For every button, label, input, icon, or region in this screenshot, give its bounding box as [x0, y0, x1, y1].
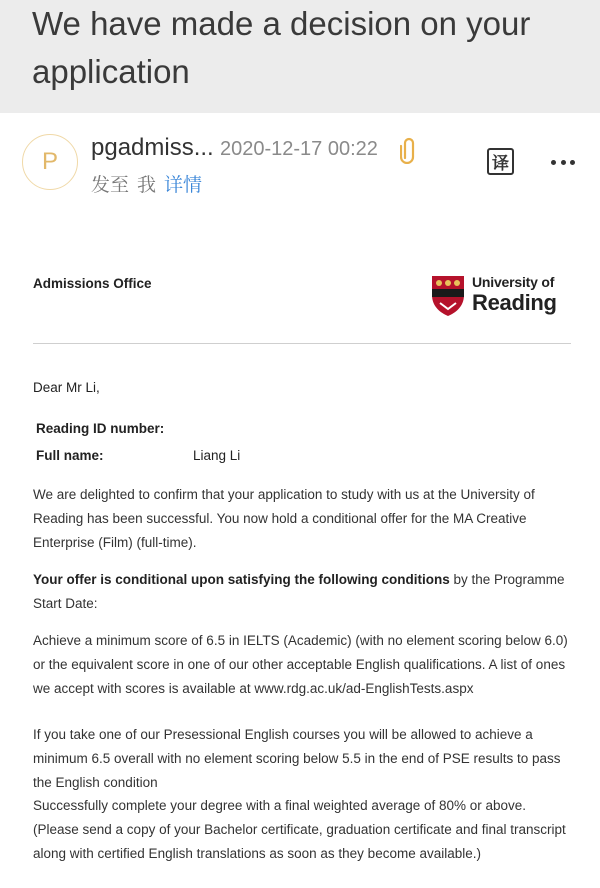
recipient-name: 我	[137, 175, 157, 196]
recipient-label: 发至	[91, 175, 130, 196]
condition-pse: If you take one of our Presessional English courses you will be allowed to achieve a minimum 6.5 overall with no element scoring below 5.5 in the end of PSE results to pass the English condition	[33, 727, 561, 790]
conditions-bold: Your offer is conditional upon satisfying the following conditions	[33, 572, 450, 587]
translate-icon[interactable]	[487, 148, 514, 175]
more-options-icon[interactable]	[551, 160, 575, 166]
details-link[interactable]: 详情	[164, 175, 203, 196]
sender-avatar[interactable]	[22, 134, 78, 190]
attachment-icon[interactable]	[400, 136, 418, 164]
subject-bar	[0, 0, 600, 113]
logo-line2: Reading	[472, 290, 557, 315]
sender-name[interactable]: pgadmiss...	[91, 134, 214, 161]
conditions-rest: by the Programme Start Date:	[33, 572, 565, 611]
avatar-letter: P	[41, 148, 58, 175]
logo-line1: University of	[472, 274, 555, 290]
email-subject: We have made a decision on your application	[32, 5, 531, 90]
university-logo	[431, 273, 571, 319]
full-name-value: Liang Li	[193, 448, 241, 463]
admissions-office-heading: Admissions Office	[33, 276, 152, 291]
email-date: 2020-12-17 00:22	[220, 138, 378, 160]
reading-id-label: Reading ID number:	[36, 421, 165, 436]
translate-glyph: 译	[492, 154, 509, 173]
condition-degree: Successfully complete your degree with a final weighted average of 80% or above. (Please send a copy of your Bachelor certificate, graduation certificate and final transcript along with certified English translations as soon as they become available.)	[33, 798, 566, 861]
greeting: Dear Mr Li,	[33, 380, 100, 395]
full-name-label: Full name:	[36, 448, 104, 463]
divider	[33, 343, 571, 344]
shield-icon	[431, 275, 465, 317]
offer-intro: We are delighted to confirm that your application to study with us at the University of Reading has been successful. You now hold a conditional offer for the MA Creative Enterprise (Film) (full-time).	[33, 487, 535, 550]
condition-english: Achieve a minimum score of 6.5 in IELTS (Academic) (with no element scoring below 6.0) or the equivalent score in one of our other acceptable English qualifications. A list of ones we accept with scores is available at www.rdg.ac.uk/ad-EnglishTests.aspx	[33, 633, 568, 696]
conditions-intro	[33, 568, 573, 616]
recipient-row	[91, 170, 202, 197]
logo-wordmark	[472, 273, 557, 315]
